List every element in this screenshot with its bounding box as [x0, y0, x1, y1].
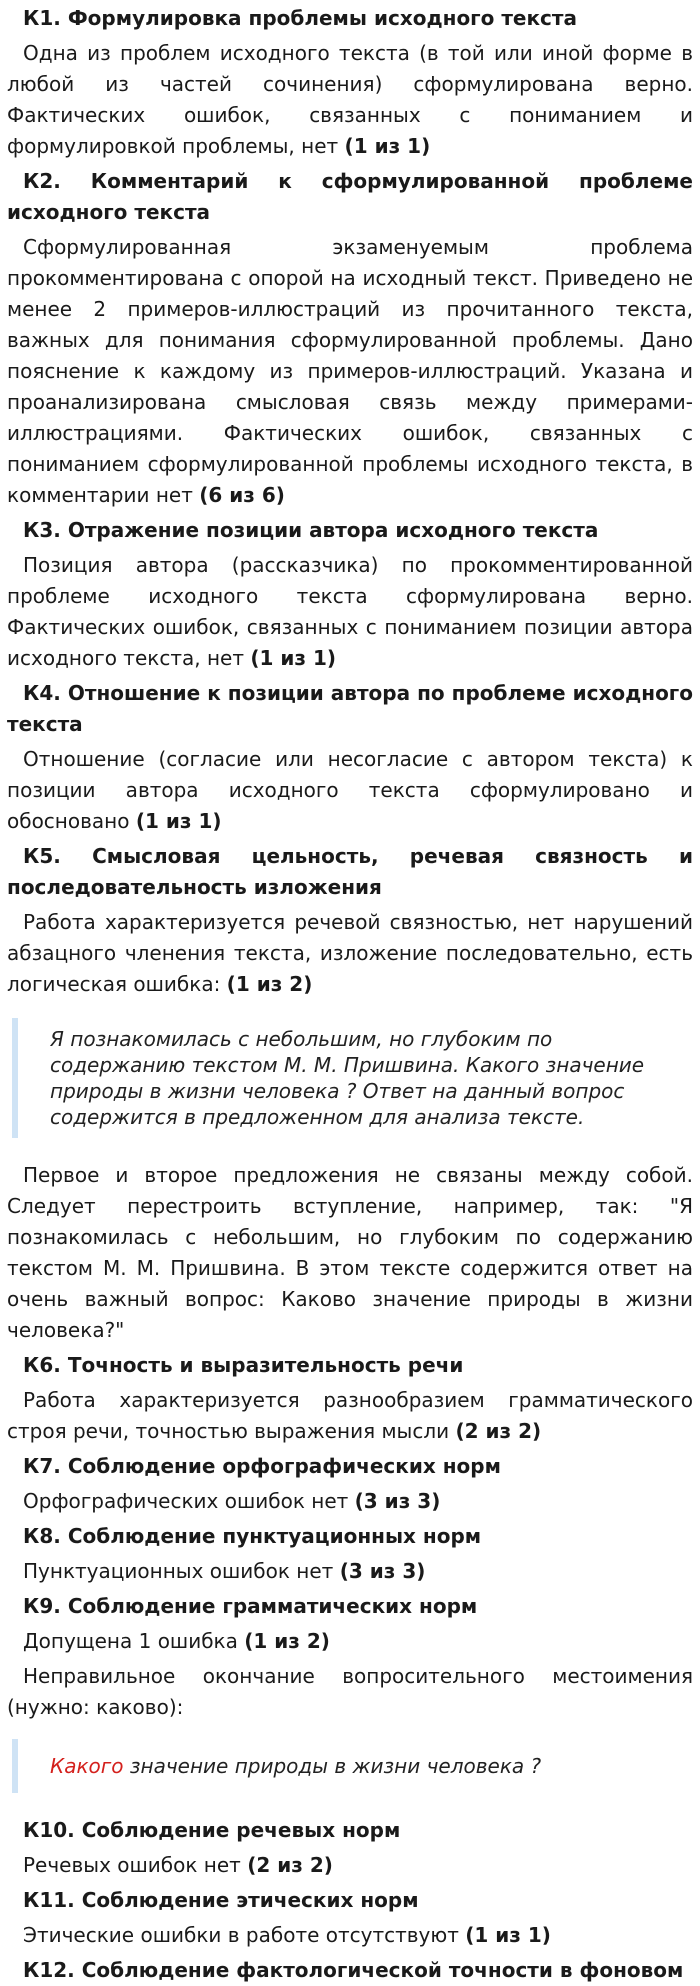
- highlighted-error: Какого: [50, 1754, 124, 1778]
- criterion-k10: [7, 1815, 693, 1881]
- criterion-k5: [7, 841, 693, 1346]
- criterion-text: Этические ошибки в работе отсутствуют (1 из 1): [23, 1923, 551, 1947]
- error-explanation: Неправильное окончание вопросительного местоимения (нужно: каково):: [7, 1664, 693, 1719]
- criterion-text: Одна из проблем исходного текста (в той или иной форме в любой из частей сочинения) сформулирована верно. Фактических ошибок, связанных с пониманием и формулировкой проблемы, нет (1 из 1): [7, 41, 693, 158]
- criterion-score: (1 из 1): [344, 134, 431, 158]
- criterion-title: К3. Отражение позиции автора исходного текста: [23, 518, 599, 542]
- criterion-k11: [7, 1885, 693, 1951]
- criterion-title: К1. Формулировка проблемы исходного текста: [23, 6, 578, 30]
- reviewer-comment: Первое и второе предложения не связаны между собой. Следует перестроить вступление, например, так: "Я познакомилась с небольшим, но глубоким по содержанию текстом М. М. Пришвина. В этом тексте содержится ответ на очень важный вопрос: Каково значение природы в жизни человека?": [7, 1163, 693, 1342]
- criterion-text: Отношение (согласие или несогласие с автором текста) к позиции автора исходного текста сформулировано и обосновано (1 из 1): [7, 747, 693, 833]
- criterion-score: (2 из 2): [455, 1419, 542, 1443]
- criterion-title: К2. Комментарий к сформулированной проблеме исходного текста: [7, 169, 693, 224]
- criterion-k4: [7, 678, 693, 837]
- criterion-text: Орфографических ошибок нет (3 из 3): [23, 1489, 441, 1513]
- criterion-text: Допущена 1 ошибка (1 из 2): [23, 1629, 330, 1653]
- criterion-score: (1 из 1): [465, 1923, 551, 1947]
- criterion-text: Сформулированная экзаменуемым проблема прокомментирована с опорой на исходный текст. Приведено не менее 2 примеров-иллюстраций из прочитанного текста, важных для понимания сформулированной проблемы. Дано пояснение к каждому из примеров-иллюстраций. Указана и проанализирована смысловая связь между примерами-иллюстрациями. Фактических ошибок, связанных с пониманием сформулированной проблемы исходного текста, в комментарии нет (6 из 6): [7, 235, 693, 507]
- criterion-title: К8. Соблюдение пунктуационных норм: [23, 1524, 482, 1548]
- criterion-k12: [7, 1955, 693, 1986]
- criterion-title: К12. Соблюдение фактологической точности в фоновом: [23, 1958, 684, 1982]
- criterion-title: К5. Смысловая цельность, речевая связность и последовательность изложения: [7, 844, 693, 899]
- criterion-score: (1 из 1): [135, 809, 222, 833]
- criterion-score: (1 из 2): [226, 972, 313, 996]
- essay-quote: Я познакомилась с небольшим, но глубоким по содержанию текстом М. М. Пришвина. Какого значение природы в жизни человека ? Ответ на данный вопрос содержится в предложенном для анализа тексте.: [12, 1018, 693, 1138]
- criterion-title: К10. Соблюдение речевых норм: [23, 1818, 401, 1842]
- criterion-k3: [7, 515, 693, 674]
- criterion-title: К9. Соблюдение грамматических норм: [23, 1594, 478, 1618]
- criterion-k6: [7, 1350, 693, 1447]
- criterion-text: Речевых ошибок нет (2 из 2): [23, 1853, 333, 1877]
- criterion-k2: [7, 166, 693, 511]
- criterion-title: К6. Точность и выразительность речи: [23, 1353, 464, 1377]
- criterion-title: К7. Соблюдение орфографических норм: [23, 1454, 501, 1478]
- criterion-title: К11. Соблюдение этических норм: [23, 1888, 419, 1912]
- criterion-title: К4. Отношение к позиции автора по проблеме исходного текста: [7, 681, 693, 736]
- criterion-score: (6 из 6): [199, 483, 285, 507]
- criterion-text: Работа характеризуется разнообразием грамматического строя речи, точностью выражения мысли (2 из 2): [7, 1388, 693, 1443]
- criterion-score: (2 из 2): [247, 1853, 333, 1877]
- criterion-score: (1 из 1): [250, 646, 337, 670]
- criterion-k1: [7, 0, 693, 162]
- criterion-k8: [7, 1521, 693, 1587]
- criterion-score: (3 из 3): [354, 1489, 441, 1513]
- criterion-k9: [7, 1591, 693, 1793]
- error-quote: Какого значение природы в жизни человека ?: [12, 1739, 693, 1793]
- criterion-text: Позиция автора (рассказчика) по прокомментированной проблеме исходного текста сформулирована верно. Фактических ошибок, связанных с пониманием позиции автора исходного текста, нет (1 из 1): [7, 553, 693, 670]
- criterion-text: Работа характеризуется речевой связностью, нет нарушений абзацного членения текста, изложение последовательно, есть логическая ошибка: (1 из 2): [7, 910, 693, 996]
- criterion-score: (3 из 3): [339, 1559, 426, 1583]
- criterion-text: Пунктуационных ошибок нет (3 из 3): [23, 1559, 426, 1583]
- criterion-k7: [7, 1451, 693, 1517]
- criterion-score: (1 из 2): [244, 1629, 330, 1653]
